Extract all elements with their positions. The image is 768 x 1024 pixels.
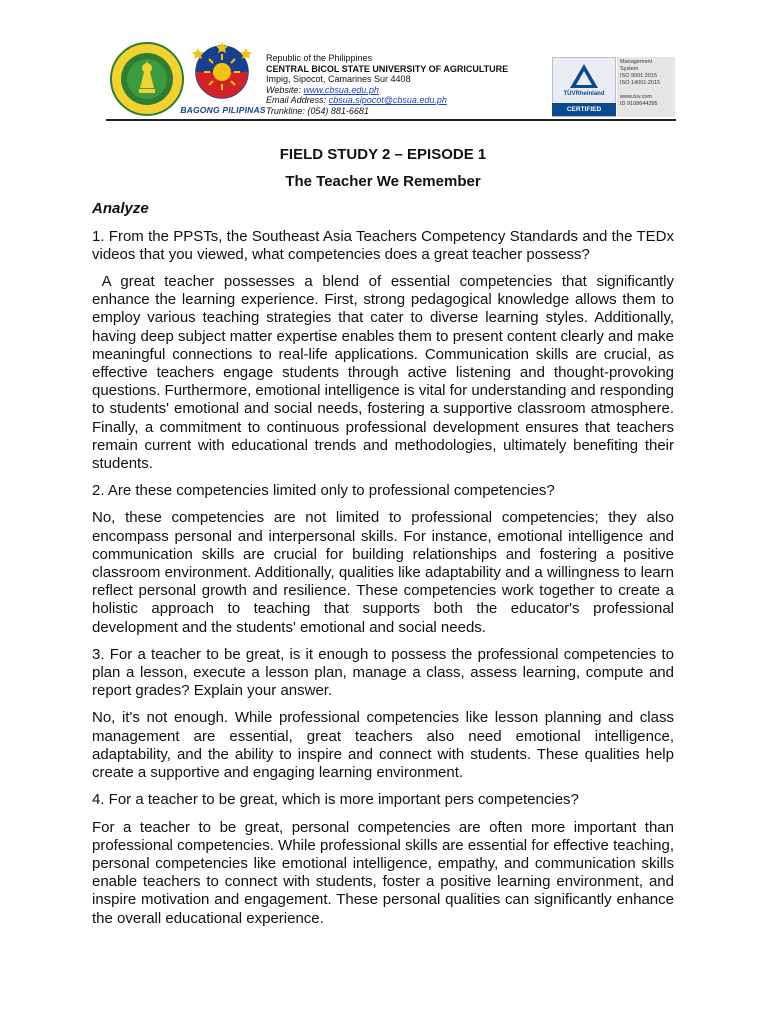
question-4: 4. For a teacher to be great, which is more important pers competencies? (92, 791, 579, 809)
question-3: 3. For a teacher to be great, is it enough to possess the professional competencies to plan a lesson, execute a lesson plan, manage a class, assess learning, compute and report grades? Explain your answer. (92, 645, 674, 700)
answer-4: For a teacher to be great, personal competencies are often more important than professional competencies. While professional skills are essential for effective teaching, personal competencies like emotional intelligence, empathy, and communication skills enable teachers to connect with students, foster a positive learning environment, and inspire motivation and engagement. These personal qualities can significantly enhance the overall educational experience. (92, 818, 674, 927)
section-heading: Analyze (92, 200, 149, 218)
letterhead (106, 38, 676, 122)
tuv-detail-line (620, 87, 676, 94)
tuv-detail-line: ID 9108644395 (620, 101, 658, 107)
email-link[interactable]: cbsua.sipocot@cbsua.edu.ph (328, 95, 447, 105)
university-name: CENTRAL BICOL STATE UNIVERSITY OF AGRICULTURE (266, 63, 509, 74)
bagong-pilipinas-caption: BAGONG PILIPINAS (180, 105, 266, 115)
tuv-detail-line: Management (620, 59, 653, 65)
answer-3: No, it's not enough. While professional competencies like lesson planning and class management are essential, great teachers also need emotional intelligence, adaptability, and the ability to inspire and connect with students. These qualities help create a supportive and engaging learning environment. (92, 709, 674, 782)
email-line (266, 95, 556, 106)
document-subtitle: The Teacher We Remember (285, 173, 481, 191)
tuv-details (620, 59, 676, 108)
address-line: Impig, Sipocot, Camarines Sur 4408 (266, 74, 411, 84)
tuv-certified-label: CERTIFIED (552, 103, 616, 116)
tuv-brand: TÜVRheinland (563, 91, 605, 97)
tuv-detail-line: www.tuv.com (620, 94, 652, 100)
answer-2: No, these competencies are not limited to professional competencies; they also encompass personal and interpersonal skills. For instance, emotional intelligence and communication skills are crucial for building relationships and fostering a positive classroom environment. Additionally, qualities like adaptability and a willingness to learn reflect personal growth and resilience. These competencies work together to create a holistic approach to teaching that supports both the educator's professional development and the students' emotional and social needs. (92, 509, 674, 636)
tuv-triangle-icon (553, 58, 615, 94)
tuv-detail-line: ISO 9001:2015 (620, 73, 658, 79)
trunkline: Trunkline: (054) 881-6681 (266, 105, 369, 116)
header-divider (106, 119, 676, 121)
university-info (266, 53, 556, 116)
question-2: 2. Are these competencies limited only to professional competencies? (92, 482, 555, 500)
university-seal-icon (110, 42, 184, 116)
tuv-detail-line: System (620, 66, 639, 72)
website-label: Website: (266, 84, 304, 95)
website-line (266, 85, 556, 96)
answer-1: A great teacher possesses a blend of essential competencies that significantly enhance the learning experience. First, strong pedagogical knowledge allows them to employ various teaching strategies that cater to diverse learning styles. Additionally, having deep subject matter expertise enables them to present content clearly and make meaningful connections to real-life applications. Communication skills are crucial, as effective teachers engage students through active listening and thought-provoking questions. Furthermore, emotional intelligence is vital for understanding and responding to students' emotional and social needs, fostering a supportive classroom atmosphere. Finally, a commitment to continuous professional development ensures that teachers remain current with educational trends and methodologies, ultimately benefiting their students. (92, 273, 675, 473)
document-body (92, 146, 674, 937)
document-title: FIELD STUDY 2 – EPISODE 1 (279, 146, 487, 163)
tuv-detail-line: ISO 14001:2015 (620, 80, 661, 86)
question-1: 1. From the PPSTs, the Southeast Asia Teachers Competency Standards and the TEDx videos that you viewed, what competencies does a great teacher possess? (92, 227, 674, 263)
republic-line: Republic of the Philippines (266, 53, 373, 63)
email-label: Email Address: (266, 95, 329, 105)
website-link[interactable]: www.cbsua.edu.ph (303, 84, 379, 95)
